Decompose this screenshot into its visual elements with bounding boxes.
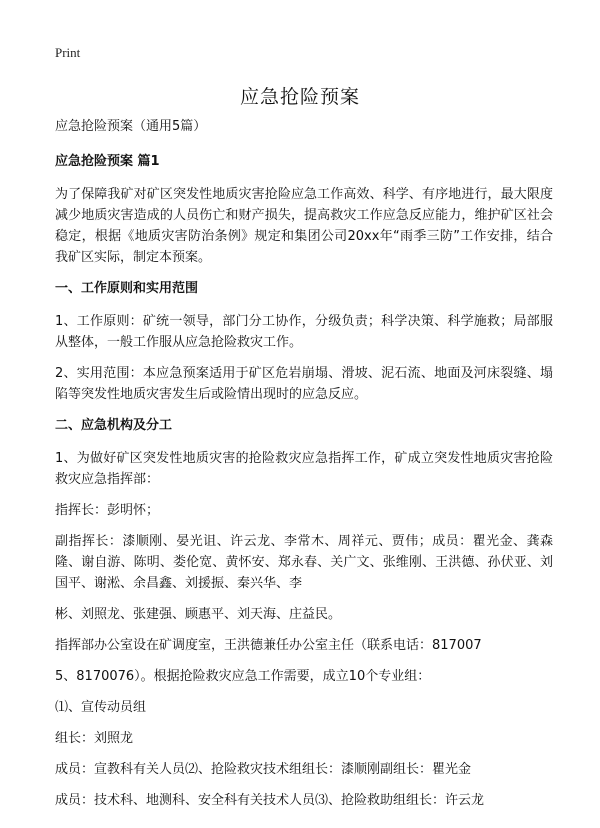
section-title: 应急抢险预案 篇1 [55, 154, 160, 169]
organization-paragraph: 1、为做好矿区突发性地质灾害的抢险救灾应急指挥工作，矿成立突发性地质灾害抢险救灾应急指挥部： [55, 451, 553, 487]
document-body [55, 116, 553, 821]
principle-paragraph: 1、工作原则：矿统一领导，部门分工协作，分级负责；科学决策、科学施救；局部服从整体，一般工作服从应急抢险救灾工作。 [55, 314, 553, 350]
page-title: 应急抢险预案 [239, 86, 360, 108]
group-publicity-leader: 组长：刘照龙 [55, 731, 134, 746]
office-continued: 5、8170076）。根据抢险救灾应急工作需要，成立10个专业组： [55, 669, 431, 684]
scope-paragraph: 2、实用范围：本应急预案适用于矿区危岩崩塌、滑坡、泥石流、地面及河床裂缝、塌陷等突发性地质灾害发生后或险情出现时的应急反应。 [55, 366, 553, 402]
document-subtitle: 应急抢险预案（通用5篇） [55, 119, 207, 134]
office-line: 指挥部办公室设在矿调度室，王洪德兼任办公室主任（联系电话：817007 [55, 638, 482, 653]
group-publicity: ⑴、宣传动员组 [55, 700, 147, 715]
deputies-paragraph: 副指挥长：漆顺刚、晏光诅、许云龙、李常木、周祥元、贾伟；成员：瞿光金、龚森隆、谢自游、陈明、娄伦宽、黄怀安、郑永春、关广文、张维刚、王洪德、孙伏亚、刘国平、谢淞、余昌鑫、刘援振、秦兴华、李 [55, 534, 553, 591]
members-line-1: 成员：宣教科有关人员⑵、抢险救灾技术组组长：漆顺刚副组长：瞿光金 [55, 762, 472, 777]
commander-line: 指挥长：彭明怀； [55, 503, 160, 518]
heading-principles-scope: 一、工作原则和实用范围 [55, 281, 199, 296]
heading-organization: 二、应急机构及分工 [55, 418, 173, 433]
print-label[interactable]: Print [55, 45, 81, 60]
intro-paragraph: 为了保障我矿对矿区突发性地质灾害抢险应急工作高效、科学、有序地进行，最大限度减少地质灾害造成的人员伤亡和财产损失，提高救灾工作应急反应能力，维护矿区社会稳定，根据《地质灾害防治条例》规定和集团公司20xx年“雨季三防”工作安排，结合我矿区实际，制定本预案。 [55, 187, 553, 265]
members-line-2: 成员：技术科、地测科、安全科有关技术人员⑶、抢险救助组组长：许云龙 [55, 793, 485, 808]
deputies-continued: 彬、刘照龙、张建强、顾惠平、刘天海、庄益民。 [55, 607, 342, 622]
